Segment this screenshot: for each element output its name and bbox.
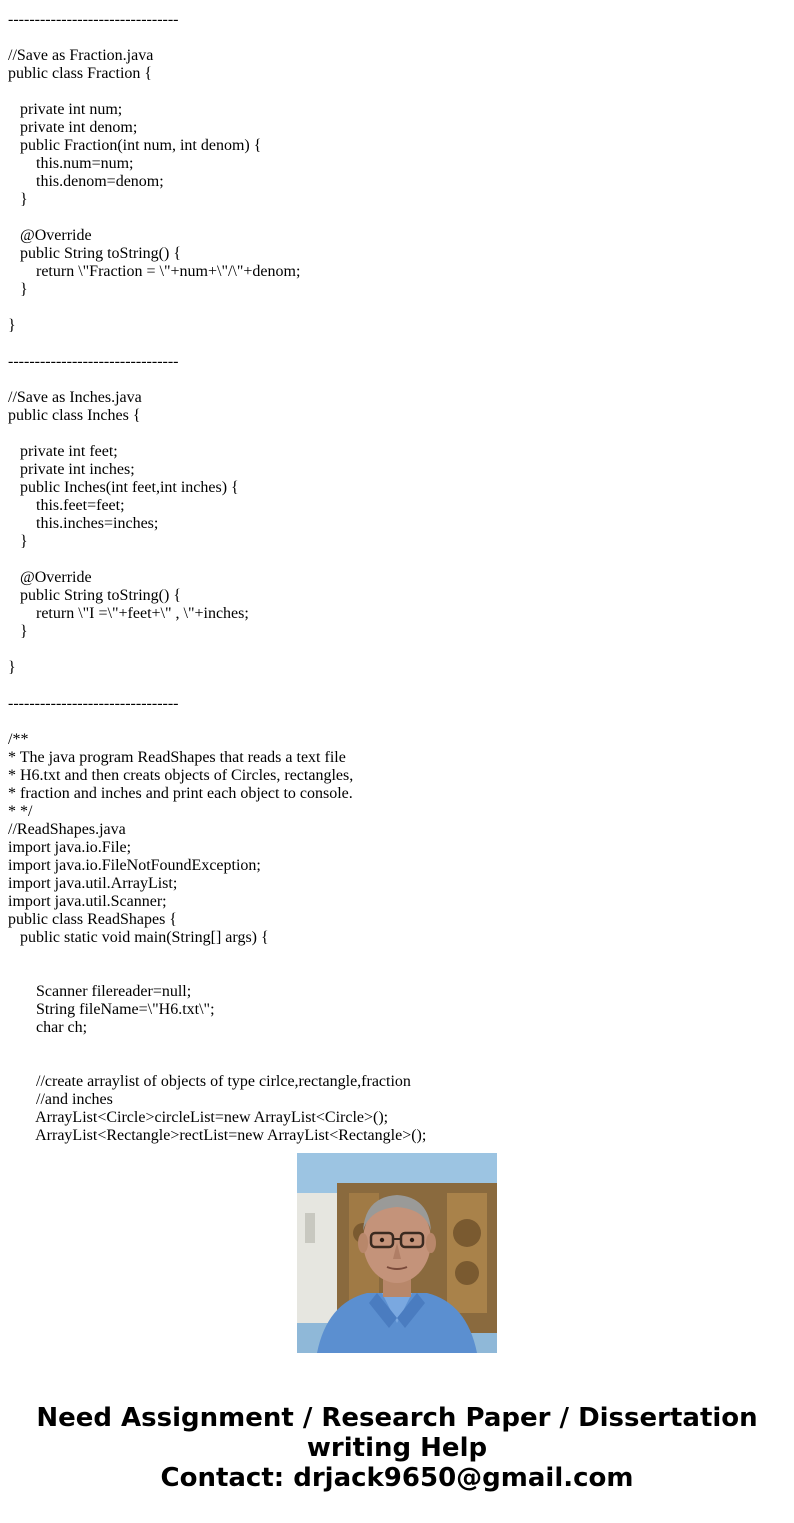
code-line: this.feet=feet; bbox=[8, 497, 125, 514]
code-line: } bbox=[8, 659, 16, 676]
code-line: public class ReadShapes { bbox=[8, 911, 177, 928]
code-line bbox=[8, 677, 768, 695]
code-line: * The java program ReadShapes that reads a text file bbox=[8, 749, 346, 766]
code-listing bbox=[8, 11, 768, 1144]
code-line: } bbox=[8, 281, 28, 298]
code-line: char ch; bbox=[8, 1019, 88, 1036]
code-line bbox=[8, 371, 768, 389]
code-line bbox=[8, 551, 768, 569]
portrait-image bbox=[297, 1153, 497, 1353]
code-line bbox=[8, 1055, 768, 1073]
code-line: return \"I =\"+feet+\" , \"+inches; bbox=[8, 605, 249, 622]
promo-line-1: Need Assignment / Research Paper / Dissertation bbox=[36, 1403, 758, 1433]
code-line bbox=[8, 713, 768, 731]
code-line: * H6.txt and then creats objects of Circles, rectangles, bbox=[8, 767, 354, 784]
code-line: Scanner filereader=null; bbox=[8, 983, 192, 1000]
code-line: public Fraction(int num, int denom) { bbox=[8, 137, 262, 154]
code-line bbox=[8, 425, 768, 443]
code-line: this.num=num; bbox=[8, 155, 134, 172]
code-line: -------------------------------- bbox=[8, 11, 179, 28]
code-line: } bbox=[8, 533, 28, 550]
code-line: public Inches(int feet,int inches) { bbox=[8, 479, 239, 496]
code-line bbox=[8, 947, 768, 965]
code-line: private int inches; bbox=[8, 461, 135, 478]
code-line: public class Inches { bbox=[8, 407, 141, 424]
code-line: String fileName=\"H6.txt\"; bbox=[8, 1001, 215, 1018]
code-line: public class Fraction { bbox=[8, 65, 153, 82]
code-line: import java.util.Scanner; bbox=[8, 893, 167, 910]
code-line bbox=[8, 299, 768, 317]
code-line: //create arraylist of objects of type cirlce,rectangle,fraction bbox=[8, 1073, 411, 1090]
code-line bbox=[8, 335, 768, 353]
code-line: ArrayList<Rectangle>rectList=new ArrayList<Rectangle>(); bbox=[8, 1127, 427, 1144]
code-line: @Override bbox=[8, 569, 92, 586]
promo-contact: Contact: drjack9650@gmail.com bbox=[160, 1463, 634, 1493]
code-line bbox=[8, 83, 768, 101]
code-line bbox=[8, 641, 768, 659]
code-line: //and inches bbox=[8, 1091, 113, 1108]
code-line: private int denom; bbox=[8, 119, 138, 136]
code-line: @Override bbox=[8, 227, 92, 244]
author-photo bbox=[297, 1153, 497, 1353]
code-line bbox=[8, 965, 768, 983]
code-line: import java.io.File; bbox=[8, 839, 132, 856]
code-line: this.inches=inches; bbox=[8, 515, 159, 532]
code-line: public String toString() { bbox=[8, 245, 182, 262]
code-line: import java.io.FileNotFoundException; bbox=[8, 857, 261, 874]
code-line: } bbox=[8, 317, 16, 334]
code-line: -------------------------------- bbox=[8, 353, 179, 370]
code-line: private int num; bbox=[8, 101, 123, 118]
code-line: import java.util.ArrayList; bbox=[8, 875, 178, 892]
code-line: } bbox=[8, 623, 28, 640]
promo-banner bbox=[0, 1403, 794, 1493]
code-line bbox=[8, 29, 768, 47]
code-line: //ReadShapes.java bbox=[8, 821, 126, 838]
code-line: * fraction and inches and print each object to console. bbox=[8, 785, 353, 802]
code-line: public static void main(String[] args) { bbox=[8, 929, 269, 946]
code-line: -------------------------------- bbox=[8, 695, 179, 712]
code-line: } bbox=[8, 191, 28, 208]
code-line: return \"Fraction = \"+num+\"/\"+denom; bbox=[8, 263, 301, 280]
code-line bbox=[8, 209, 768, 227]
code-line: * */ bbox=[8, 803, 33, 820]
promo-line-2: writing Help bbox=[306, 1433, 488, 1463]
code-line: public String toString() { bbox=[8, 587, 182, 604]
code-line: ArrayList<Circle>circleList=new ArrayList<Circle>(); bbox=[8, 1109, 389, 1126]
code-line: private int feet; bbox=[8, 443, 118, 460]
code-line: //Save as Inches.java bbox=[8, 389, 142, 406]
code-line: this.denom=denom; bbox=[8, 173, 164, 190]
code-line: /** bbox=[8, 731, 29, 748]
code-line: //Save as Fraction.java bbox=[8, 47, 154, 64]
code-line bbox=[8, 1037, 768, 1055]
